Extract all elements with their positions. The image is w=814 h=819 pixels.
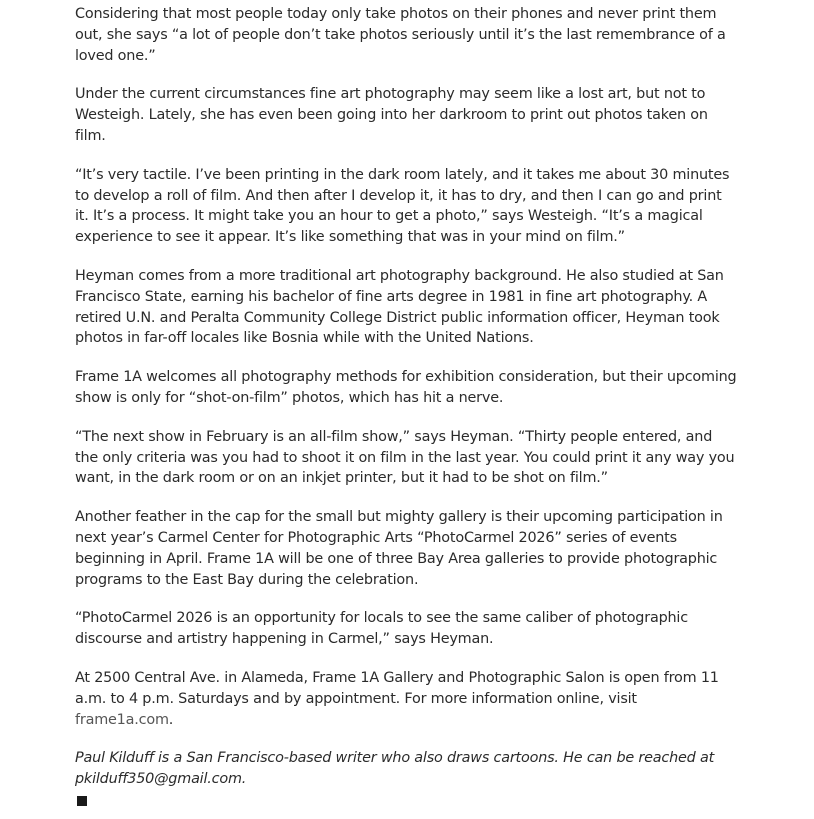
- article-body: [75, 4, 737, 806]
- website-link[interactable]: frame1a.com: [75, 711, 169, 728]
- closing-period: .: [168, 711, 174, 728]
- paragraph: “The next show in February is an all-film show,” says Heyman. “Thirty people entered, and the only criteria was you had to shoot it on film in the last year. You could print it any way you want, in the dark room or on an inkjet printer, but it had to be shot on film.”: [75, 428, 735, 487]
- end-of-article-mark: [77, 796, 87, 806]
- author-byline: Paul Kilduff is a San Francisco-based writer who also draws cartoons. He can be reached at pkilduff350@gmail.com.: [75, 750, 715, 788]
- paragraph: Frame 1A welcomes all photography methods for exhibition consideration, but their upcoming show is only for “shot-on-film” photos, which has hit a nerve.: [75, 369, 737, 406]
- paragraph: Another feather in the cap for the small but mighty gallery is their upcoming participation in next year’s Carmel Center for Photographic Arts “PhotoCarmel 2026” series of events beginning in April. Frame 1A will be one of three Bay Area galleries to provide photographic programs to the East Bay during the celebration.: [75, 509, 723, 588]
- closing-text: At 2500 Central Ave. in Alameda, Frame 1A Gallery and Photographic Salon is open from 11 a.m. to 4 p.m. Saturdays and by appointment. For more information online, visit: [75, 669, 719, 707]
- paragraph: “PhotoCarmel 2026 is an opportunity for locals to see the same caliber of photographic discourse and artistry happening in Carmel,” says Heyman.: [75, 610, 688, 648]
- paragraph: Considering that most people today only take photos on their phones and never print them out, she says “a lot of people don’t take photos seriously until it’s the last remembrance of a loved one.”: [75, 6, 726, 64]
- paragraph: Heyman comes from a more traditional art photography background. He also studied at San Francisco State, earning his bachelor of fine arts degree in 1981 in fine art photography. A retired U.N. and Peralta Community College District public information officer, Heyman took photos in far-off locales like Bosnia while with the United Nations.: [75, 267, 724, 347]
- paragraph: Under the current circumstances fine art photography may seem like a lost art, but not to Westeigh. Lately, she has even been going into her darkroom to print out photos taken on film.: [75, 86, 708, 144]
- closing-paragraph: [75, 668, 737, 730]
- paragraph: “It’s very tactile. I’ve been printing in the dark room lately, and it takes me about 30 minutes to develop a roll of film. And then after I develop it, it has to dry, and then I can go and print it. It’s a process. It might take you an hour to get a photo,” says Westeigh. “It’s a magical experience to see it appear. It’s like something that was in your mind on film.”: [75, 166, 730, 246]
